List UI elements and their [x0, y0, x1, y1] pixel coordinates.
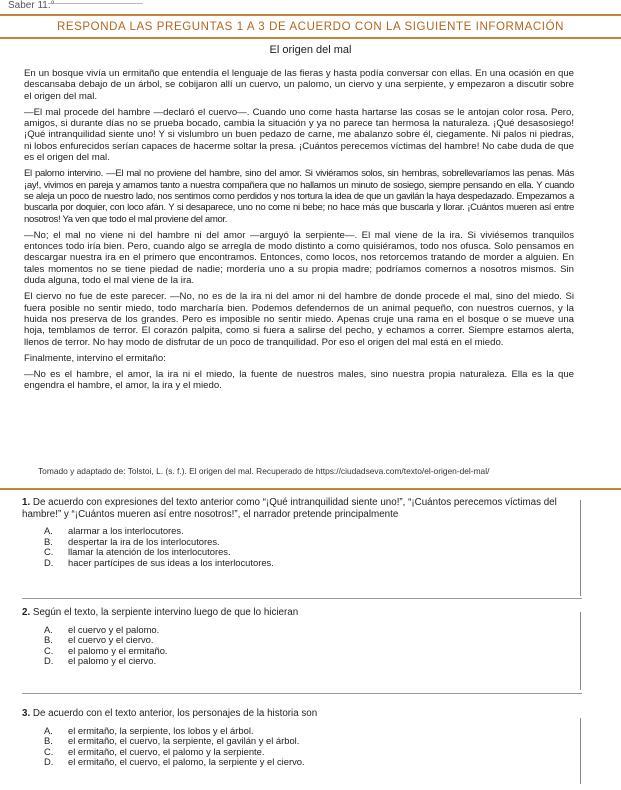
option-letter: B.	[44, 535, 53, 547]
option-text: hacer partícipes de sus ideas a los interlocutores.	[68, 556, 274, 568]
option-letter: B.	[44, 634, 53, 646]
question-text: De acuerdo con expresiones del texto anterior como “¡Qué intranquilidad siente uno!”, “¡Cuántos perecemos víctimas del hambre!” y “¡Cuántos mueren así entre nosotros!”, el narrador pretende principalmente	[22, 497, 557, 520]
answer-area-bar	[580, 612, 581, 690]
option-d[interactable]	[44, 757, 580, 768]
option-text: el ermitaño, el cuervo, la serpiente, el gavilán y el árbol.	[68, 735, 300, 747]
option-letter: A.	[44, 724, 53, 736]
question-stem	[22, 607, 580, 619]
story-paragraph: —No; el mal no viene ni del hambre ni del amor —arguyó la serpiente—. El mal viene de la ira. Si viviésemos tranquilos entonces todo iría bien. Pero, cuando algo se arregla de modo distinto a como quisiéramos, todo nos ofusca. Solo pensamos en descargar nuestra ira en el primero que encontramos. Entonces, como locos, nos retorcemos tratando de morder a alguien. En tales momentos no se tiene piedad de nadie; mordería uno a su propia madre; podríamos comernos a nosotros mismos. Sin duda alguna, todo el mal viene de la ira.	[24, 229, 574, 287]
option-letter: C.	[44, 546, 54, 558]
source-divider	[0, 488, 621, 490]
option-letter: B.	[44, 735, 53, 747]
option-text: el palomo y el ciervo.	[68, 655, 157, 667]
option-d[interactable]	[44, 656, 580, 667]
instructions-bottom-rule	[0, 37, 621, 39]
option-text: alarmar a los interlocutores.	[68, 525, 184, 536]
story-paragraph: —El mal procede del hambre —declaró el cuervo—. Cuando uno come hasta hartarse las cosas se le antojan color rosa. Pero, amigos, si durante días no se prueba bocado, cambia la situación y ya no parece tan hermosa la naturaleza. ¡Qué desasosiego! ¡Qué intranquilidad siente uno! Y si vislumbro un buen pedazo de carne, me abalanzo sobre él, ciegamente. Ni palos ni piedras, ni lobos enfurecidos serían capaces de hacerme soltar la presa. ¡Cuántos perecemos víctimas del hambre! No cabe duda de que es el origen del mal.	[24, 106, 574, 164]
option-text: el ermitaño, el cuervo, el palomo, la serpiente y el ciervo.	[68, 756, 305, 768]
question-3	[22, 708, 580, 768]
question-number: 3.	[22, 708, 31, 719]
source-citation: Tomado y adaptado de: Tolstoi, L. (s. f.). El origen del mal. Recuperado de https://ciudadseva.com/texto/el-origen-del-mal/	[38, 466, 490, 476]
option-letter: D.	[44, 655, 54, 667]
option-d[interactable]	[44, 558, 580, 569]
option-text: el cuervo y el palomo.	[68, 623, 160, 635]
story-paragraph: El ciervo no fue de este parecer. —No, no es de la ira ni del amor ni del hambre de donde procede el mal, sino del miedo. Si fuera posible no sentir miedo, todo marcharía bien. Podemos defendernos de un animal pequeño, con nuestros cuernos, y la huida nos preserva de los grandes. Pero es imposible no sentir miedo. Apenas cruje una rama en el bosque o se mueve una hoja, temblamos de terror. El corazón palpita, como si fuera a salirse del pecho, y echamos a correr. Siempre estamos alerta, llenos de terror. No hay modo de disfrutar de un poco de tranquilidad. Por eso el origen del mal está en el miedo.	[24, 291, 574, 348]
answer-options	[44, 726, 580, 768]
grade-label: Saber 11.°	[8, 0, 55, 11]
header-divider	[48, 3, 143, 4]
option-text: el ermitaño, la serpiente, los lobos y el árbol.	[68, 724, 254, 736]
option-letter: D.	[44, 756, 54, 768]
question-text: De acuerdo con el texto anterior, los personajes de la historia son	[32, 708, 318, 719]
option-letter: C.	[44, 745, 54, 757]
question-number: 2.	[22, 607, 31, 618]
question-divider	[22, 693, 582, 694]
story-paragraph: En un bosque vivía un ermitaño que entendía el lenguaje de las fieras y hasta podía conversar con ellas. En una ocasión en que descansaba debajo de un árbol, se cobijaron allí un cuervo, un palomo, un ciervo y una serpiente, y empezaron a discutir sobre el origen del mal.	[24, 68, 574, 102]
story-title: El origen del mal	[269, 44, 352, 56]
option-text: el cuervo y el ciervo.	[68, 634, 154, 646]
option-text: llamar la atención de los interlocutores.	[68, 546, 231, 558]
question-stem	[22, 497, 580, 520]
story-paragraph: El palomo intervino. —El mal no proviene del hambre, sino del amor. Si viviéramos solos, sin hembras, sobrellevaríamos las penas. Más ¡ay!, vivimos en pareja y amamos tanto a nuestra compañera que no hallamos un minuto de sosiego, siempre pensando en ella. Y cuando se aleja un poco de nuestro lado, nos sentimos como perdidos y nos tortura la idea de que un gavilán la haya despedazado. Empezamos a buscarla por doquier, con loco afán. Y si desaparece, uno no come ni bebe; no hace más que buscarla y llorar. ¡Cuántos mueren así entre nosotros! Ya ven que todo el mal proviene del amor.	[24, 168, 574, 225]
option-letter: A.	[44, 525, 53, 536]
question-2	[22, 607, 580, 667]
option-a[interactable]	[44, 526, 580, 537]
top-accent-rule	[0, 14, 621, 16]
option-letter: D.	[44, 556, 54, 568]
answer-area-bar	[580, 500, 581, 596]
question-stem	[22, 708, 580, 720]
option-text: despertar la ira de los interlocutores.	[68, 535, 220, 547]
question-text: Según el texto, la serpiente intervino luego de que lo hicieran	[32, 607, 299, 618]
option-text: el palomo y el ermitaño.	[68, 644, 168, 656]
option-text: el ermitaño, el cuervo, el palomo y la serpiente.	[68, 745, 265, 757]
question-1	[22, 497, 580, 568]
answer-area-bar	[580, 718, 581, 784]
option-letter: C.	[44, 644, 54, 656]
option-letter: A.	[44, 623, 53, 635]
answer-options	[44, 625, 580, 667]
story-text	[24, 68, 574, 397]
question-divider	[22, 598, 582, 599]
story-paragraph: Finalmente, intervino el ermitaño:	[24, 352, 166, 364]
question-number: 1.	[22, 497, 31, 508]
answer-options	[44, 526, 580, 568]
instructions-heading: RESPONDA LAS PREGUNTAS 1 A 3 DE ACUERDO CON LA SIGUIENTE INFORMACIÓN	[56, 21, 565, 33]
story-paragraph: —No es el hambre, el amor, la ira ni el miedo, la fuente de nuestros males, sino nuestra propia naturaleza. Ella es la que engendra el hambre, el amor, la ira y el miedo.	[24, 369, 574, 392]
